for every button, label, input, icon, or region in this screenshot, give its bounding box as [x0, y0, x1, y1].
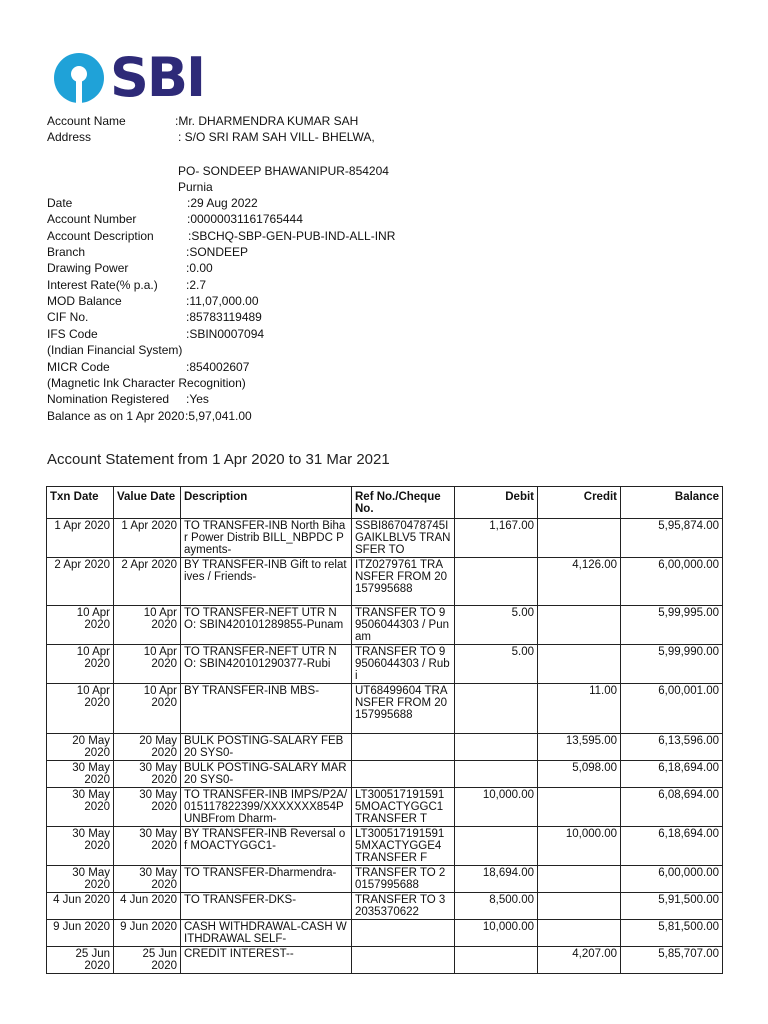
- credit-cell: [538, 645, 621, 684]
- account-field-label: MOD Balance: [47, 294, 122, 308]
- credit-cell: [538, 788, 621, 827]
- description-cell: TO TRANSFER-Dharmendra-: [181, 866, 352, 893]
- ref-cell: [352, 920, 455, 947]
- ref-cell: [352, 761, 455, 788]
- account-field-value: :Yes: [186, 392, 209, 406]
- table-row: [47, 684, 723, 734]
- balance-cell: 6,00,000.00: [621, 866, 723, 893]
- credit-cell: [538, 606, 621, 645]
- account-field-value: :Mr. DHARMENDRA KUMAR SAH: [175, 114, 359, 128]
- debit-cell: 10,000.00: [455, 788, 538, 827]
- value-date-cell: 10 Apr 2020: [114, 606, 181, 645]
- txn-date-cell: 1 Apr 2020: [47, 519, 114, 558]
- description-cell: CREDIT INTEREST--: [181, 947, 352, 974]
- value-date-cell: 30 May 2020: [114, 866, 181, 893]
- description-cell: TO TRANSFER-INB North Bihar Power Distrib BILL_NBPDC Payments-: [181, 519, 352, 558]
- account-field-value: :854002607: [186, 360, 250, 374]
- balance-cell: 6,13,596.00: [621, 734, 723, 761]
- credit-cell: 11.00: [538, 684, 621, 734]
- ref-cell: TRANSFER TO 32035370622: [352, 893, 455, 920]
- txn-date-cell: 30 May 2020: [47, 827, 114, 866]
- description-cell: CASH WITHDRAWAL-CASH WITHDRAWAL SELF-: [181, 920, 352, 947]
- credit-cell: 13,595.00: [538, 734, 621, 761]
- col-balance: Balance: [621, 487, 723, 519]
- account-field-label: Address: [47, 130, 92, 144]
- ref-cell: [352, 734, 455, 761]
- debit-cell: 8,500.00: [455, 893, 538, 920]
- ref-cell: TRANSFER TO 99506044303 / Rubi: [352, 645, 455, 684]
- description-cell: TO TRANSFER-INB IMPS/P2A/015117822399/XXXXXXX854PUNBFrom Dharm-: [181, 788, 352, 827]
- table-row: [47, 761, 723, 788]
- txn-date-cell: 25 Jun 2020: [47, 947, 114, 974]
- table-row: [47, 788, 723, 827]
- table-header-row: [47, 487, 723, 519]
- balance-cell: 5,95,874.00: [621, 519, 723, 558]
- col-ref-no: Ref No./Cheque No.: [352, 487, 455, 519]
- description-cell: BY TRANSFER-INB Reversal of MOACTYGGC1-: [181, 827, 352, 866]
- value-date-cell: 2 Apr 2020: [114, 558, 181, 606]
- col-credit: Credit: [538, 487, 621, 519]
- balance-cell: 5,85,707.00: [621, 947, 723, 974]
- table-row: [47, 893, 723, 920]
- txn-date-cell: 30 May 2020: [47, 866, 114, 893]
- credit-cell: [538, 893, 621, 920]
- credit-cell: 4,126.00: [538, 558, 621, 606]
- balance-cell: 5,91,500.00: [621, 893, 723, 920]
- account-field-value: :00000031161765444: [187, 212, 303, 226]
- account-field-label: Balance as on 1 Apr 2020: [47, 409, 185, 423]
- statement-heading: Account Statement from 1 Apr 2020 to 31 Mar 2021: [47, 451, 390, 468]
- account-field-label: MICR Code: [47, 360, 110, 374]
- balance-cell: 5,99,990.00: [621, 645, 723, 684]
- account-field-label: CIF No.: [47, 310, 89, 324]
- balance-cell: 6,18,694.00: [621, 827, 723, 866]
- debit-cell: [455, 558, 538, 606]
- balance-cell: 6,00,001.00: [621, 684, 723, 734]
- sbi-logo-text: SBI: [110, 46, 205, 109]
- account-field-label: Account Description: [47, 229, 154, 243]
- table-row: [47, 947, 723, 974]
- account-field-value: :29 Aug 2022: [187, 196, 258, 210]
- table-row: [47, 827, 723, 866]
- table-row: [47, 558, 723, 606]
- account-field-value: :SBCHQ-SBP-GEN-PUB-IND-ALL-INR: [188, 229, 396, 243]
- value-date-cell: 10 Apr 2020: [114, 684, 181, 734]
- account-field-label: IFS Code: [47, 327, 98, 341]
- description-cell: BY TRANSFER-INB Gift to relatives / Friends-: [181, 558, 352, 606]
- description-cell: TO TRANSFER-NEFT UTR NO: SBIN420101290377-Rubi: [181, 645, 352, 684]
- account-field-label: Date: [47, 196, 73, 210]
- txn-date-cell: 2 Apr 2020: [47, 558, 114, 606]
- account-field-value: :2.7: [186, 278, 207, 292]
- ref-cell: LT300517191591 5MXACTYGGE4 TRANSFER F: [352, 827, 455, 866]
- account-field-label: (Indian Financial System): [47, 343, 183, 357]
- txn-date-cell: 20 May 2020: [47, 734, 114, 761]
- statement-table: [46, 486, 723, 974]
- txn-date-cell: 10 Apr 2020: [47, 606, 114, 645]
- description-cell: TO TRANSFER-NEFT UTR NO: SBIN420101289855-Punam: [181, 606, 352, 645]
- col-debit: Debit: [455, 487, 538, 519]
- txn-date-cell: 30 May 2020: [47, 788, 114, 827]
- account-field-label: Account Number: [47, 212, 137, 226]
- credit-cell: 4,207.00: [538, 947, 621, 974]
- account-field-value: Purnia: [178, 180, 213, 194]
- debit-cell: [455, 734, 538, 761]
- ref-cell: SSBI8670478745I GAIKLBLV5 TRANSFER TO: [352, 519, 455, 558]
- credit-cell: [538, 519, 621, 558]
- debit-cell: [455, 761, 538, 788]
- txn-date-cell: 10 Apr 2020: [47, 645, 114, 684]
- debit-cell: [455, 684, 538, 734]
- value-date-cell: 25 Jun 2020: [114, 947, 181, 974]
- account-field-value: : S/O SRI RAM SAH VILL- BHELWA,: [178, 130, 375, 144]
- debit-cell: [455, 947, 538, 974]
- ref-cell: TRANSFER TO 99506044303 / Punam: [352, 606, 455, 645]
- credit-cell: [538, 920, 621, 947]
- credit-cell: 10,000.00: [538, 827, 621, 866]
- value-date-cell: 30 May 2020: [114, 788, 181, 827]
- description-cell: BULK POSTING-SALARY FEB 20 SYS0-: [181, 734, 352, 761]
- ref-cell: TRANSFER TO 20157995688: [352, 866, 455, 893]
- col-txn-date: Txn Date: [47, 487, 114, 519]
- description-cell: BY TRANSFER-INB MBS-: [181, 684, 352, 734]
- account-field-label: (Magnetic Ink Character Recognition): [47, 376, 246, 390]
- balance-cell: 6,08,694.00: [621, 788, 723, 827]
- description-cell: BULK POSTING-SALARY MAR 20 SYS0-: [181, 761, 352, 788]
- ref-cell: LT300517191591 5MOACTYGGC1 TRANSFER T: [352, 788, 455, 827]
- ref-cell: [352, 947, 455, 974]
- account-field-label: Account Name: [47, 114, 126, 128]
- debit-cell: 10,000.00: [455, 920, 538, 947]
- account-field-value: :SBIN0007094: [186, 327, 265, 341]
- txn-date-cell: 30 May 2020: [47, 761, 114, 788]
- balance-cell: 5,99,995.00: [621, 606, 723, 645]
- ref-cell: UT68499604 TRANSFER FROM 20157995688: [352, 684, 455, 734]
- col-description: Description: [181, 487, 352, 519]
- value-date-cell: 4 Jun 2020: [114, 893, 181, 920]
- balance-cell: 6,00,000.00: [621, 558, 723, 606]
- account-field-value: :85783119489: [186, 310, 262, 324]
- table-row: [47, 606, 723, 645]
- account-field-label: Nomination Registered: [47, 392, 170, 406]
- credit-cell: [538, 866, 621, 893]
- credit-cell: 5,098.00: [538, 761, 621, 788]
- value-date-cell: 30 May 2020: [114, 827, 181, 866]
- balance-cell: 5,81,500.00: [621, 920, 723, 947]
- value-date-cell: 30 May 2020: [114, 761, 181, 788]
- account-field-label: Branch: [47, 245, 86, 259]
- value-date-cell: 10 Apr 2020: [114, 645, 181, 684]
- description-cell: TO TRANSFER-DKS-: [181, 893, 352, 920]
- debit-cell: 18,694.00: [455, 866, 538, 893]
- account-field-value: :SONDEEP: [186, 245, 249, 259]
- account-field-value: :11,07,000.00: [186, 294, 259, 308]
- value-date-cell: 1 Apr 2020: [114, 519, 181, 558]
- debit-cell: 5.00: [455, 606, 538, 645]
- table-row: [47, 734, 723, 761]
- account-field-label: Interest Rate(% p.a.): [47, 278, 158, 292]
- ref-cell: ITZ0279761 TRANSFER FROM 20157995688: [352, 558, 455, 606]
- account-field-value: :5,97,041.00: [185, 409, 252, 423]
- value-date-cell: 20 May 2020: [114, 734, 181, 761]
- txn-date-cell: 4 Jun 2020: [47, 893, 114, 920]
- balance-cell: 6,18,694.00: [621, 761, 723, 788]
- col-value-date: Value Date: [114, 487, 181, 519]
- debit-cell: 1,167.00: [455, 519, 538, 558]
- table-row: [47, 866, 723, 893]
- debit-cell: 5.00: [455, 645, 538, 684]
- sbi-logo: [54, 46, 205, 109]
- account-field-value: :0.00: [186, 261, 213, 275]
- sbi-keyhole-icon: [54, 53, 104, 103]
- table-row: [47, 645, 723, 684]
- account-field-value: PO- SONDEEP BHAWANIPUR-854204: [178, 164, 389, 178]
- txn-date-cell: 9 Jun 2020: [47, 920, 114, 947]
- account-field-label: Drawing Power: [47, 261, 129, 275]
- value-date-cell: 9 Jun 2020: [114, 920, 181, 947]
- table-row: [47, 519, 723, 558]
- table-row: [47, 920, 723, 947]
- txn-date-cell: 10 Apr 2020: [47, 684, 114, 734]
- debit-cell: [455, 827, 538, 866]
